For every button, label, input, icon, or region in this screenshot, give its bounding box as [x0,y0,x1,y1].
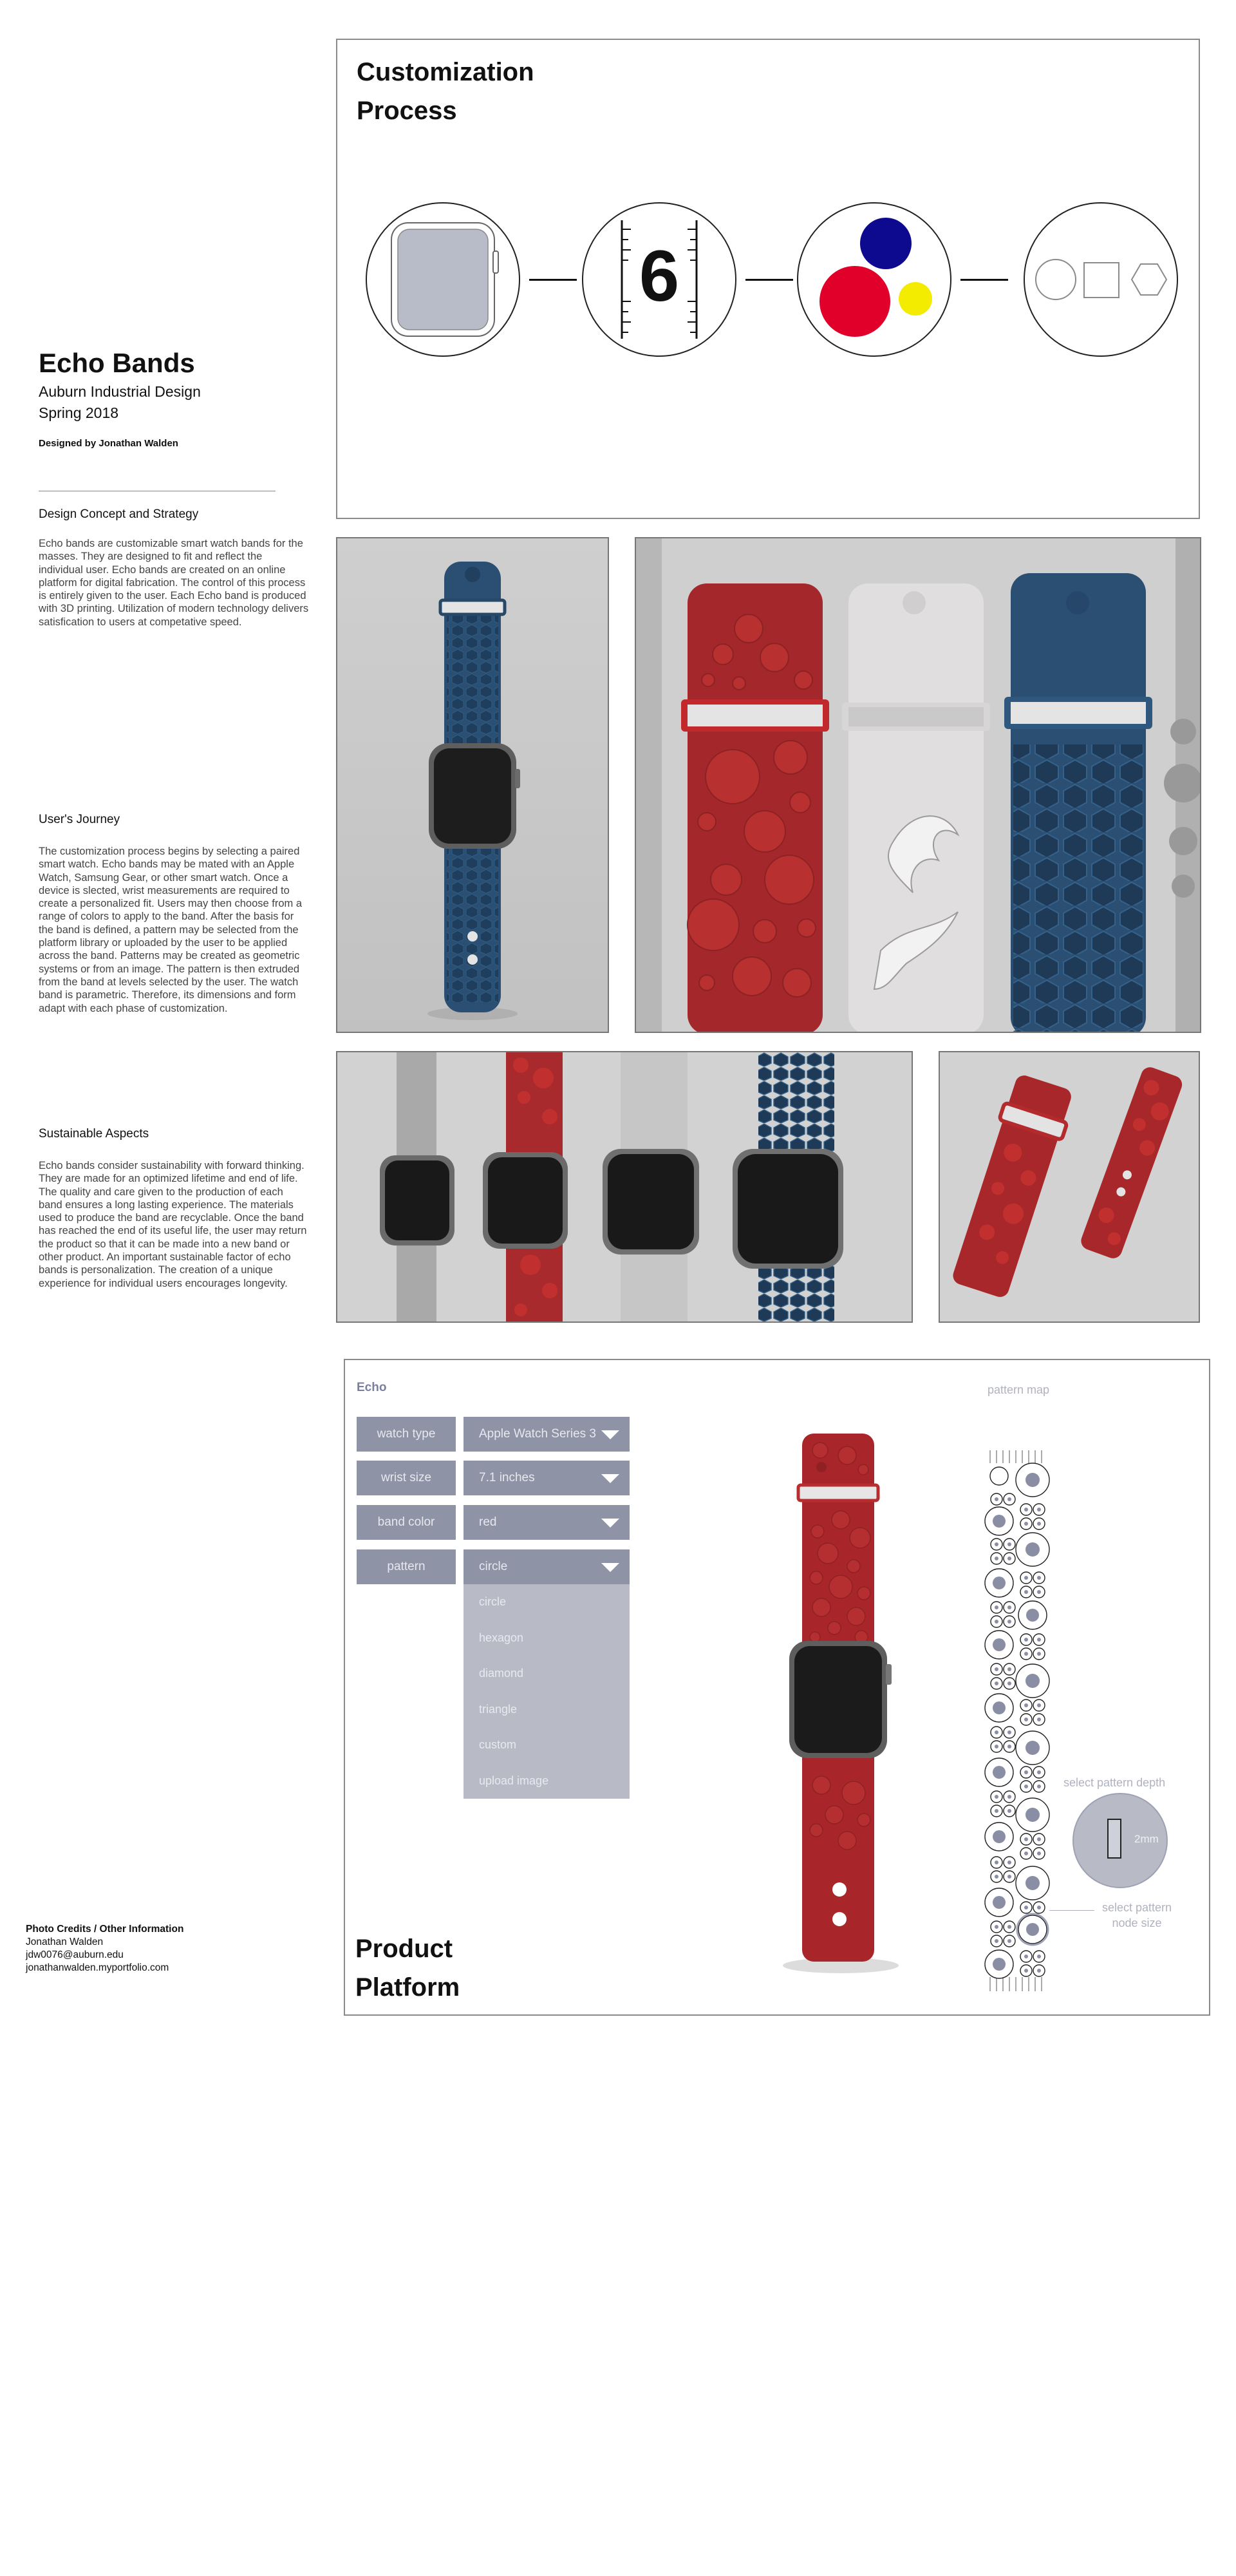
pattern-option-custom[interactable]: custom [479,1738,517,1752]
depth-indicator-icon [1107,1819,1121,1859]
platform-title [355,1929,460,2007]
chevron-down-icon [601,1430,619,1439]
chevron-down-icon [601,1519,619,1528]
photo-three-bands [635,537,1201,1033]
pattern-map-graphic [984,1450,1054,1991]
band-color-value: red [479,1515,497,1529]
photo-blue-band [336,537,609,1033]
four-watches-illustration [337,1052,912,1321]
node-size-label [1102,1900,1172,1931]
pattern-label: pattern [357,1549,456,1584]
pattern-dropdown-menu [464,1584,630,1799]
credits-name: Jonathan Walden [26,1937,104,1947]
step-watch-circle [366,202,520,357]
section-heading-concept: Design Concept and Strategy [39,507,199,521]
three-bands-illustration [636,538,1200,1032]
node-size-leader-line [1049,1910,1094,1911]
size-number: 6 [639,236,680,316]
credits-email[interactable]: jdw0076@auburn.edu [26,1949,124,1960]
band-color-label: band color [357,1505,456,1540]
depth-label: select pattern depth [1063,1776,1166,1789]
pattern-select[interactable] [464,1549,630,1584]
wrist-size-value: 7.1 inches [479,1471,535,1484]
watch-type-value: Apple Watch Series 3 [479,1427,596,1441]
photo-four-watches [336,1051,913,1323]
project-subtitle [39,381,201,424]
pattern-map-label: pattern map [988,1383,1050,1396]
chevron-down-icon [601,1563,619,1572]
product-platform-panel [344,1359,1210,2016]
pattern-option-hexagon[interactable]: hexagon [479,1631,524,1644]
shapes-icon [1025,204,1177,355]
color-dots-icon [798,204,950,355]
pattern-option-triangle[interactable]: triangle [479,1702,518,1716]
process-title-line1: Customization [357,58,534,86]
wrist-size-label: wrist size [357,1461,456,1495]
credits-heading: Photo Credits / Other Information [26,1924,184,1935]
step-color-circle [797,202,951,357]
photo-red-band-pieces [939,1051,1200,1323]
watch-type-select[interactable] [464,1417,630,1452]
band-preview [744,1425,937,1978]
process-title [357,53,534,130]
customization-process-panel [336,39,1200,519]
watch-type-label: watch type [357,1417,456,1452]
credits-website[interactable]: jonathanwalden.myportfolio.com [26,1962,169,1973]
step-connector [745,279,793,281]
platform-title-line2: Platform [355,1973,460,2002]
step-size-circle [582,202,736,357]
blue-band-illustration [337,538,608,1032]
step-connector [960,279,1008,281]
section-heading-sustainable: Sustainable Aspects [39,1127,149,1141]
chevron-down-icon [601,1474,619,1483]
step-pattern-circle [1024,202,1178,357]
section-body-concept: Echo bands are customizable smart watch bands for the masses. They are designed to fit and reflect the individual user. Echo bands are created on an online platform for digital fabrication. The control of this process is entirely given to the user. Each Echo band is produced with 3D printing. Utilization of modern technology delivers satisfication to users at competative speed. [39,538,309,628]
designer-credit: Designed by Jonathan Walden [39,438,178,449]
band-color-select[interactable] [464,1505,630,1540]
pattern-option-circle[interactable]: circle [479,1595,507,1609]
pattern-option-diamond[interactable]: diamond [479,1667,524,1680]
platform-title-line1: Product [355,1935,453,1963]
watch-outline-icon [367,204,519,355]
app-logo[interactable]: Echo [357,1381,387,1394]
section-body-sustainable: Echo bands consider sustainability with forward thinking. They are made for an optimized lifetime and end of life. The quality and care given to the production of each band ensures a long lasting experience. The materials used to produce the band are recyclable. Once the band has reached the end of its useful life, the user may return the product so that it can be made into a new band or other product. An important sustainable factor of echo bands is personalization. The creation of a unique experience for individual users encourages longevity. [39,1160,307,1289]
depth-value: 2mm [1134,1833,1159,1845]
pattern-value: circle [479,1560,508,1573]
program-name: Auburn Industrial Design [39,383,201,400]
term: Spring 2018 [39,404,119,421]
process-title-line2: Process [357,97,457,125]
pattern-option-upload-image[interactable]: upload image [479,1774,549,1787]
wrist-size-select[interactable] [464,1461,630,1495]
section-heading-journey: User's Journey [39,813,120,826]
credits-block [26,1923,183,1975]
red-band-pieces-illustration [940,1052,1199,1321]
node-size-label-line1: select pattern [1102,1901,1172,1914]
step-connector [529,279,577,281]
project-title: Echo Bands [39,348,195,378]
section-body-journey: The customization process begins by selecting a paired smart watch. Echo bands may be mated with an Apple Watch, Samsung Gear, or other smart watch. Once a device is slected, wrist measurements are required to create a personalized fit. Users may then choose from a range of colors to apply to the band. After the basis for the band is defined, a pattern may be selected from the platform library or uploaded by the user to be applied across the band. Patterns may be created as geometric systems or from an image. The pattern is then extruded from the band at levels selected by the user. The watch band is parametric. Therefore, its dimensions and form adapt with each phase of customization. [39,846,303,1014]
node-size-label-line2: node size [1112,1917,1162,1929]
depth-knob[interactable] [1072,1793,1168,1888]
